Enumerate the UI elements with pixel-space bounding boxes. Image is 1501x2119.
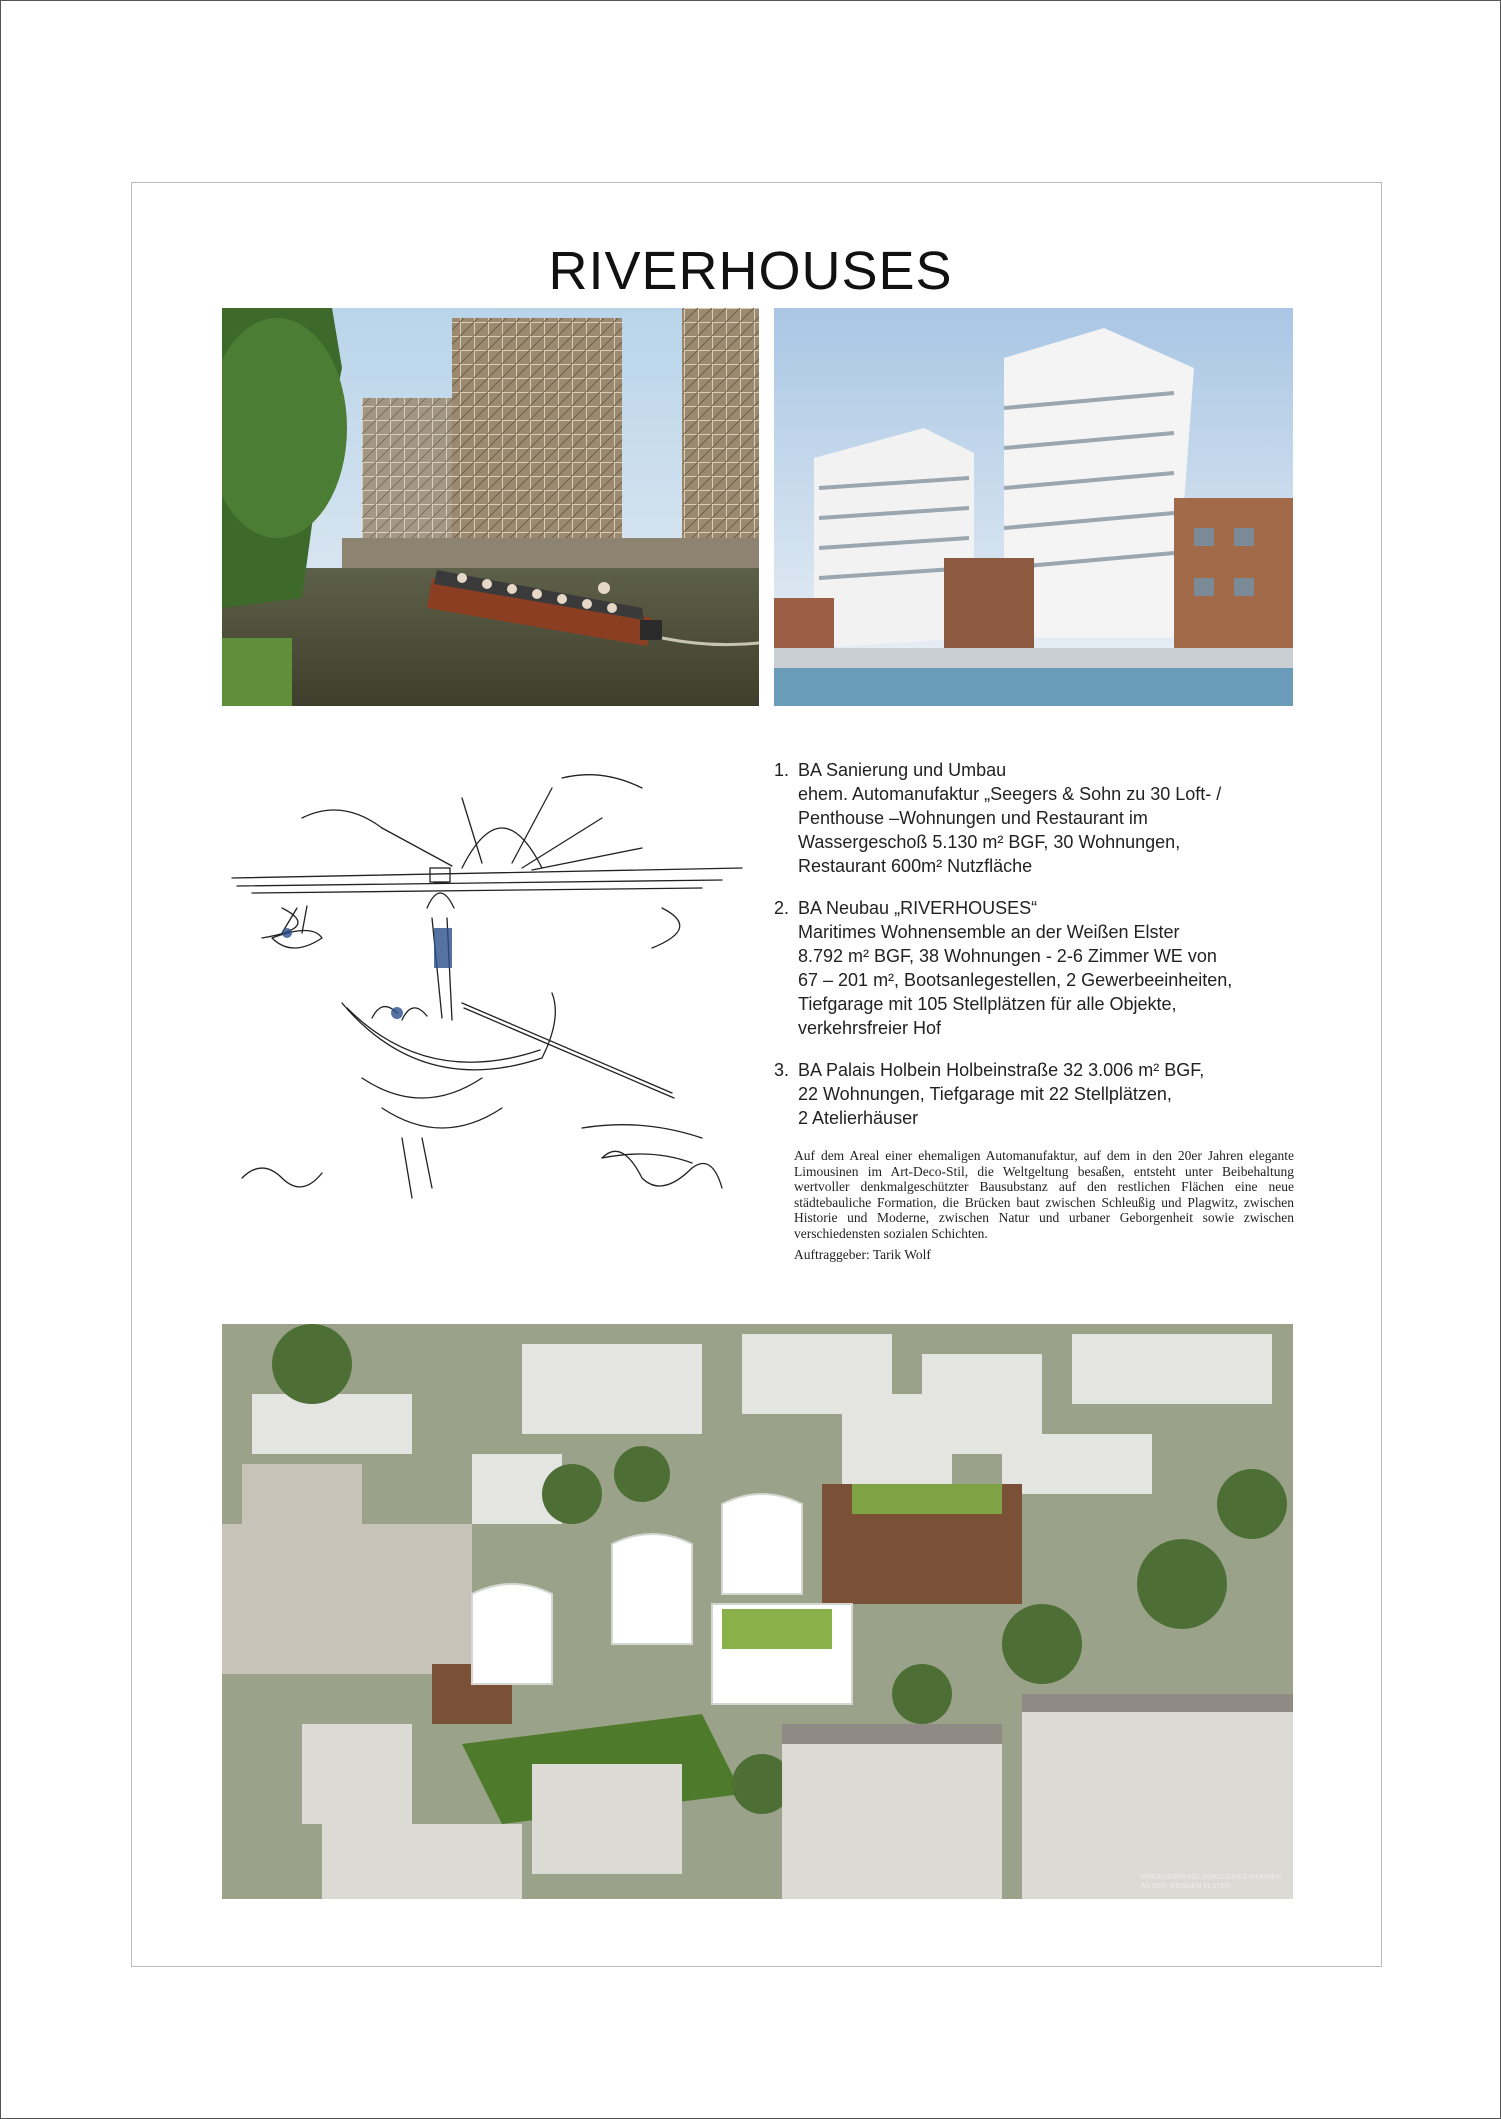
item-line: Wassergeschoß 5.130 m² BGF, 30 Wohnungen, [798, 832, 1181, 852]
page-title: RIVERHOUSES [548, 241, 953, 301]
caption-line: AN DER WEISSEN ELSTER“ [1140, 1883, 1233, 1890]
item-line: Maritimes Wohnensemble an der Weißen Elster [798, 922, 1180, 942]
item-heading: BA Palais Holbein Holbeinstraße 32 3.006 m² BGF, [798, 1060, 1205, 1080]
aerial-render [222, 1324, 1293, 1899]
item-heading: BA Sanierung und Umbau [798, 760, 1007, 780]
item-line: 8.792 m² BGF, 38 Wohnungen - 2-6 Zimmer WE von [798, 946, 1217, 966]
item-line: 2 Atelierhäuser [798, 1108, 919, 1128]
item-number: 3. [774, 1060, 790, 1080]
list-item [774, 896, 1294, 1040]
list-item [774, 1058, 1294, 1130]
item-line: verkehrsfreier Hof [798, 1018, 942, 1038]
description-paragraph: Auf dem Areal einer ehemaligen Automanufaktur, auf dem in den 20er Jahren elegante Limousinen im Art-Deco-Stil, die Weltgeltung besaßen, entsteht unter Beibehaltung wertvoller denkmalgeschützter Bausubstanz auf den restlichen Flächen eine neue städtebauliche Formation, die Brücken baut zwischen Schleußig und Plagwitz, zwischen Historie und Moderne, zwischen Natur und urbaner Geborgenheit sowie zwischen verschiedensten sozialen Schichten. [794, 1148, 1294, 1241]
list-item [774, 758, 1294, 878]
item-line: ehem. Automanufaktur „Seegers & Sohn zu 30 Loft- / [798, 784, 1222, 804]
caption-line: VISUALISIERUNG „EXKLUSIVES WOHNEN [1140, 1874, 1281, 1881]
item-line: Tiefgarage mit 105 Stellplätzen für alle Objekte, [798, 994, 1177, 1014]
item-number: 2. [774, 898, 790, 918]
aerial-caption [1141, 1873, 1281, 1891]
item-line: Penthouse –Wohnungen und Restaurant im [798, 808, 1148, 828]
item-line: 67 – 201 m², Bootsanlegestellen, 2 Gewerbeeinheiten, [798, 970, 1233, 990]
item-heading: BA Neubau „RIVERHOUSES“ [798, 898, 1038, 918]
construction-photo [222, 308, 759, 706]
item-line: 22 Wohnungen, Tiefgarage mit 22 Stellplätzen, [798, 1084, 1172, 1104]
item-number: 1. [774, 760, 790, 780]
project-description [774, 758, 1294, 1263]
client-line: Auftraggeber: Tarik Wolf [794, 1247, 931, 1262]
gondola-sketch [222, 758, 762, 1238]
render-photo [774, 308, 1293, 706]
item-line: Restaurant 600m² Nutzfläche [798, 856, 1033, 876]
